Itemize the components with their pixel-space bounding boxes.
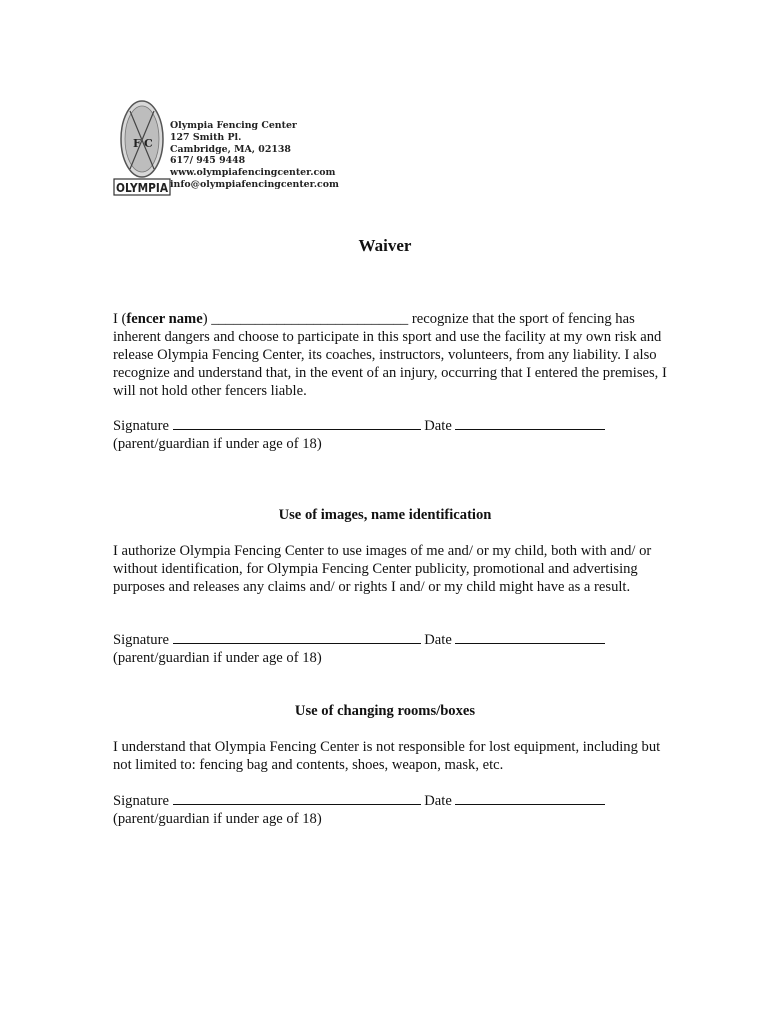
logo-letter-c: C xyxy=(144,137,153,150)
rooms-heading: Use of changing rooms/boxes xyxy=(294,703,476,719)
org-email: info@olympiafencingcenter.com xyxy=(170,178,339,190)
waiver-lead: I ( xyxy=(113,311,127,327)
guardian-note: (parent/guardian if under age of 18) xyxy=(113,811,322,827)
org-phone: 617/ 945 9448 xyxy=(170,155,246,167)
signature-field-rooms[interactable] xyxy=(173,792,421,805)
date-label: Date xyxy=(424,793,452,809)
date-field-rooms[interactable] xyxy=(455,792,605,805)
guardian-note: (parent/guardian if under age of 18) xyxy=(113,650,322,666)
page-title: Waiver xyxy=(358,236,412,255)
images-heading: Use of images, name identification xyxy=(278,507,492,523)
olympia-logo xyxy=(112,95,172,199)
date-field-images[interactable] xyxy=(455,631,605,644)
date-label: Date xyxy=(424,632,452,648)
org-website: www.olympiafencingcenter.com xyxy=(170,167,336,179)
org-name: Olympia Fencing Center xyxy=(170,120,297,131)
date-field-waiver[interactable] xyxy=(455,417,605,430)
waiver-rest: ) ___________________________ recognize that the sport of fencing has inherent dangers and choose to participate in this sport and use the facility at my own risk and release Olympia Fencing Center, its coaches, instructors, volunteers, from any liability. I also recognize and understand that, in the event of an injury, occurring that I entered the premises, I will not hold other fencers liable. xyxy=(113,311,667,399)
signature-row-images xyxy=(113,631,605,649)
org-contact-block xyxy=(170,120,339,191)
logo-letter-f: F xyxy=(133,137,141,150)
signature-label: Signature xyxy=(113,793,169,809)
signature-field-waiver[interactable] xyxy=(173,417,421,430)
org-city: Cambridge, MA, 02138 xyxy=(170,143,291,155)
waiver-fencer-name-label: fencer name xyxy=(126,311,203,327)
signature-label: Signature xyxy=(113,632,169,648)
images-paragraph: I authorize Olympia Fencing Center to use images of me and/ or my child, both with and/ or without identification, for Olympia Fencing Center publicity, promotional and advertising purposes and releases any claims and/ or rights I and/ or my child might have as a result. xyxy=(113,543,652,595)
guardian-note: (parent/guardian if under age of 18) xyxy=(113,436,322,452)
signature-row-rooms xyxy=(113,792,605,810)
signature-field-images[interactable] xyxy=(173,631,421,644)
org-street: 127 Smith Pl. xyxy=(170,131,242,143)
waiver-paragraph xyxy=(113,310,673,400)
date-label: Date xyxy=(424,418,452,434)
logo-text: OLYMPIA xyxy=(116,181,169,195)
signature-label: Signature xyxy=(113,418,169,434)
signature-row-waiver xyxy=(113,417,605,435)
rooms-paragraph: I understand that Olympia Fencing Center is not responsible for lost equipment, including but not limited to: fencing bag and contents, shoes, weapon, mask, etc. xyxy=(113,739,661,773)
